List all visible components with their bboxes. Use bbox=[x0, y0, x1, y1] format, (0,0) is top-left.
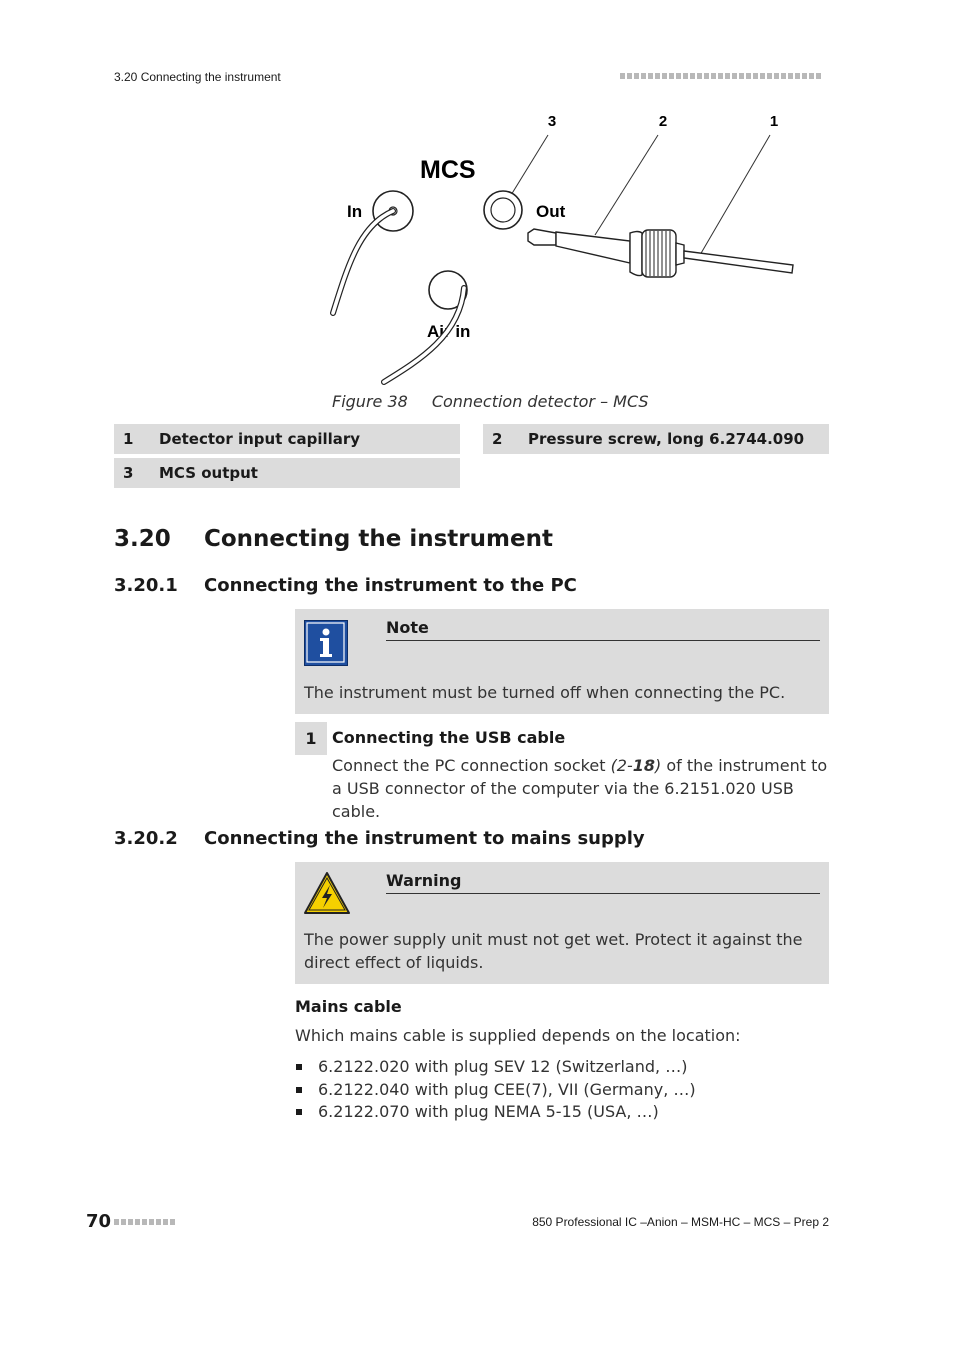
legend-item-2: 2 Pressure screw, long 6.2744.090 bbox=[483, 424, 829, 454]
running-header: 3.20 Connecting the instrument bbox=[114, 70, 281, 84]
footer-doc-title: 850 Professional IC –Anion – MSM-HC – MCS – Prep 2 bbox=[532, 1215, 829, 1229]
callout-line-2 bbox=[595, 135, 658, 235]
figure-number: Figure 38 bbox=[332, 392, 408, 411]
note-text: The instrument must be turned off when connecting the PC. bbox=[304, 683, 786, 702]
pressure-screw bbox=[528, 229, 793, 277]
page-number: 70 bbox=[86, 1211, 112, 1232]
note-title: Note bbox=[386, 618, 820, 641]
legend-item-3: 3 MCS output bbox=[114, 458, 460, 488]
list-item: 6.2122.040 with plug CEE(7), VII (Germany, …) bbox=[295, 1079, 696, 1102]
mains-cable-intro: Which mains cable is supplied depends on the location: bbox=[295, 1026, 741, 1045]
step-number: 1 bbox=[295, 722, 327, 755]
subsection-heading-1: 3.20.1 Connecting the instrument to the PC bbox=[114, 575, 577, 596]
note-box bbox=[295, 609, 829, 714]
mcs-connection-figure bbox=[320, 105, 820, 390]
in-label: In bbox=[347, 202, 363, 221]
mains-cable-list bbox=[295, 1056, 696, 1124]
list-item: 6.2122.020 with plug SEV 12 (Switzerland, …) bbox=[295, 1056, 696, 1079]
warning-icon bbox=[303, 871, 351, 915]
section-heading: 3.20 Connecting the instrument bbox=[114, 526, 553, 552]
warning-box bbox=[295, 862, 829, 984]
warning-text: The power supply unit must not get wet. Protect it against the direct effect of liquids. bbox=[304, 930, 803, 972]
warning-title: Warning bbox=[386, 871, 820, 894]
info-icon bbox=[304, 620, 348, 666]
list-item: 6.2122.070 with plug NEMA 5-15 (USA, …) bbox=[295, 1101, 696, 1124]
callout-3: 3 bbox=[547, 113, 557, 130]
figure-caption bbox=[332, 392, 649, 411]
step-text: Connect the PC connection socket (2-18) of the instrument to a USB connector of the computer via the 6.2151.020 USB cable. bbox=[332, 756, 828, 821]
subsection-heading-2: 3.20.2 Connecting the instrument to mains supply bbox=[114, 828, 645, 849]
figure-caption-text: Connection detector – MCS bbox=[431, 392, 649, 411]
header-dots bbox=[620, 73, 821, 79]
callout-line-1 bbox=[700, 135, 770, 255]
out-label: Out bbox=[536, 202, 566, 221]
callout-line-3 bbox=[508, 135, 548, 200]
air-in-label: Air in bbox=[427, 322, 471, 341]
callout-2: 2 bbox=[658, 113, 668, 130]
step-title: Connecting the USB cable bbox=[332, 728, 566, 747]
legend-item-1: 1 Detector input capillary bbox=[114, 424, 460, 454]
footer-dots bbox=[114, 1219, 175, 1225]
mains-cable-heading: Mains cable bbox=[295, 997, 402, 1016]
callout-1: 1 bbox=[769, 113, 779, 130]
mcs-label: MCS bbox=[420, 156, 476, 184]
